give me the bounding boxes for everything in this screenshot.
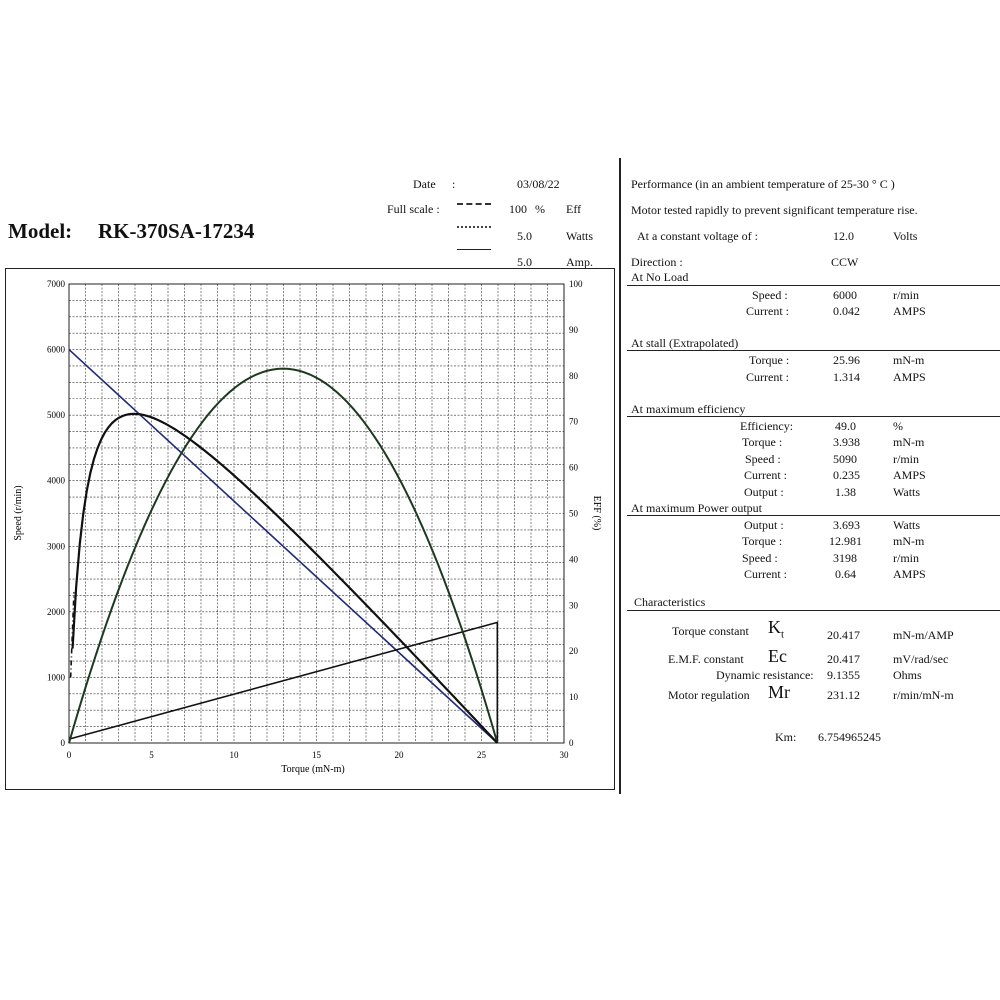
scale-amp-name: Amp. [566,255,593,269]
voltage-unit: Volts [893,229,918,243]
y-tick-label: 7000 [47,279,65,289]
stall-rule [627,350,1000,351]
torque-constant-value: 20.417 [827,628,860,642]
legend-amp-line [457,249,491,250]
max-eff-output-value: 1.38 [835,485,856,499]
stall-current-label: Current : [746,370,789,384]
max-eff-current-value: 0.235 [833,468,860,482]
y-tick-label: 2000 [47,606,65,617]
max-eff-speed-value: 5090 [833,452,857,466]
y2-tick-label: 30 [569,600,578,611]
km-value: 6.754965245 [818,730,881,744]
scale-eff-value: 100 [509,202,527,216]
stall-torque-value: 25.96 [833,353,860,367]
y2-tick-label: 50 [569,508,578,519]
y2-tick-label: 10 [569,692,578,703]
no-load-speed-label: Speed : [752,288,788,302]
torque-constant-symbol: $K_t$ [768,617,785,641]
scale-watts-name: Watts [566,229,594,243]
no-load-speed-value: 6000 [833,288,857,302]
date-label: Date [413,177,436,191]
no-load-title: At No Load [631,270,689,284]
max-power-speed-value: 3198 [833,551,857,565]
no-load-speed-unit: r/min [893,288,919,302]
stall-torque-label: Torque : [749,353,790,367]
y-axis-label: Speed (r/min) [13,485,24,541]
stall-current-unit: AMPS [893,370,926,384]
max-power-rule [627,515,1000,516]
max-power-torque-label: Torque : [742,534,783,548]
y-tick-label: 3000 [47,541,65,552]
y-tick-label: 0 [60,738,65,748]
x-tick-label: 20 [394,750,404,760]
no-load-current-unit: AMPS [893,304,926,318]
scale-eff-unit: % [535,202,545,216]
max-power-title: At maximum Power output [631,501,762,515]
max-eff-speed-unit: r/min [893,452,919,466]
stall-torque-unit: mN-m [893,353,925,367]
torque-constant-label: Torque constant [672,624,749,638]
full-scale-label: Full scale : [387,202,440,216]
max-eff-rule [627,416,1000,417]
model-label: Model: [8,219,73,243]
torque-constant-unit: mN-m/AMP [893,628,954,642]
emf-constant-unit: mV/rad/sec [893,652,949,666]
no-load-current-label: Current : [746,304,789,318]
direction-value: CCW [831,255,859,269]
y-tick-label: 1000 [47,672,65,683]
x-tick-label: 30 [559,750,569,760]
y2-tick-label: 0 [569,738,574,748]
max-eff-current-label: Current : [744,468,787,482]
y2-tick-label: 40 [569,554,578,565]
motor-regulation-value: 231.12 [827,688,860,702]
x-tick-label: 5 [149,750,154,760]
max-power-speed-unit: r/min [893,551,919,565]
voltage-value: 12.0 [833,229,854,243]
max-power-output-label: Output : [744,518,784,532]
chart-frame [5,268,615,790]
x-tick-label: 15 [312,750,321,760]
max-eff-output-label: Output : [744,485,784,499]
characteristics-title: Characteristics [634,595,706,609]
y2-tick-label: 20 [569,646,578,657]
y2-tick-label: 90 [569,324,578,335]
y2-tick-label: 70 [569,416,578,427]
no-load-current-value: 0.042 [833,304,860,318]
max-eff-torque-unit: mN-m [893,435,925,449]
max-eff-efficiency-unit: % [893,419,903,433]
motor-regulation-symbol: Mr [768,682,790,702]
max-power-torque-unit: mN-m [893,534,925,548]
characteristics-rule [627,610,1000,611]
x-tick-label: 0 [66,750,72,760]
direction-label: Direction : [631,255,683,269]
date-colon: : [452,177,456,191]
x-tick-label: 25 [477,750,486,760]
dynamic-resistance-unit: Ohms [893,668,922,682]
y-tick-label: 4000 [47,475,65,486]
max-power-current-label: Current : [744,567,787,581]
max-power-speed-label: Speed : [742,551,778,565]
max-eff-speed-label: Speed : [745,452,781,466]
date-value: 03/08/22 [517,177,560,191]
no-load-rule [627,285,1000,286]
panel-divider [619,158,621,794]
voltage-label: At a constant voltage of : [637,229,758,243]
max-eff-efficiency-label: Efficiency: [740,419,794,433]
max-power-current-unit: AMPS [893,567,926,581]
max-eff-torque-label: Torque : [742,435,783,449]
max-eff-output-unit: Watts [893,485,921,499]
km-label: Km: [775,730,797,744]
stall-current-value: 1.314 [833,370,860,384]
y2-tick-label: 100 [569,279,583,289]
max-eff-title: At maximum efficiency [631,402,746,416]
model-number: RK-370SA-17234 [98,219,255,243]
performance-title: Performance (in an ambient temperature of 25-30 ° C ) [631,177,895,191]
y-tick-label: 5000 [47,410,65,421]
max-power-output-unit: Watts [893,518,921,532]
emf-constant-value: 20.417 [827,652,860,666]
y2-tick-label: 60 [569,462,578,473]
emf-constant-label: E.M.F. constant [668,652,744,666]
performance-note: Motor tested rapidly to prevent significant temperature rise. [631,203,918,217]
max-eff-current-unit: AMPS [893,468,926,482]
dynamic-resistance-value: 9.1355 [827,668,860,682]
emf-constant-symbol: Ec [768,646,787,666]
y2-axis-label: EFF (%) [591,495,602,531]
max-power-output-value: 3.693 [833,518,860,532]
x-tick-label: 10 [229,750,239,760]
scale-watts-value: 5.0 [517,229,532,243]
x-axis-label: Torque (mN-m) [281,764,345,775]
max-eff-efficiency-value: 49.0 [835,419,856,433]
max-eff-torque-value: 3.938 [833,435,860,449]
y-tick-label: 6000 [47,344,65,355]
legend-watts-line [457,226,491,228]
scale-amp-value: 5.0 [517,255,532,269]
max-power-current-value: 0.64 [835,567,856,581]
legend-eff-line [457,203,491,205]
motor-regulation-label: Motor regulation [668,688,750,702]
y2-tick-label: 80 [569,370,578,381]
dynamic-resistance-label: Dynamic resistance: [716,668,814,682]
motor-regulation-unit: r/min/mN-m [893,688,954,702]
scale-eff-name: Eff [566,202,582,216]
max-power-torque-value: 12.981 [829,534,862,548]
stall-title: At stall (Extrapolated) [631,336,739,350]
